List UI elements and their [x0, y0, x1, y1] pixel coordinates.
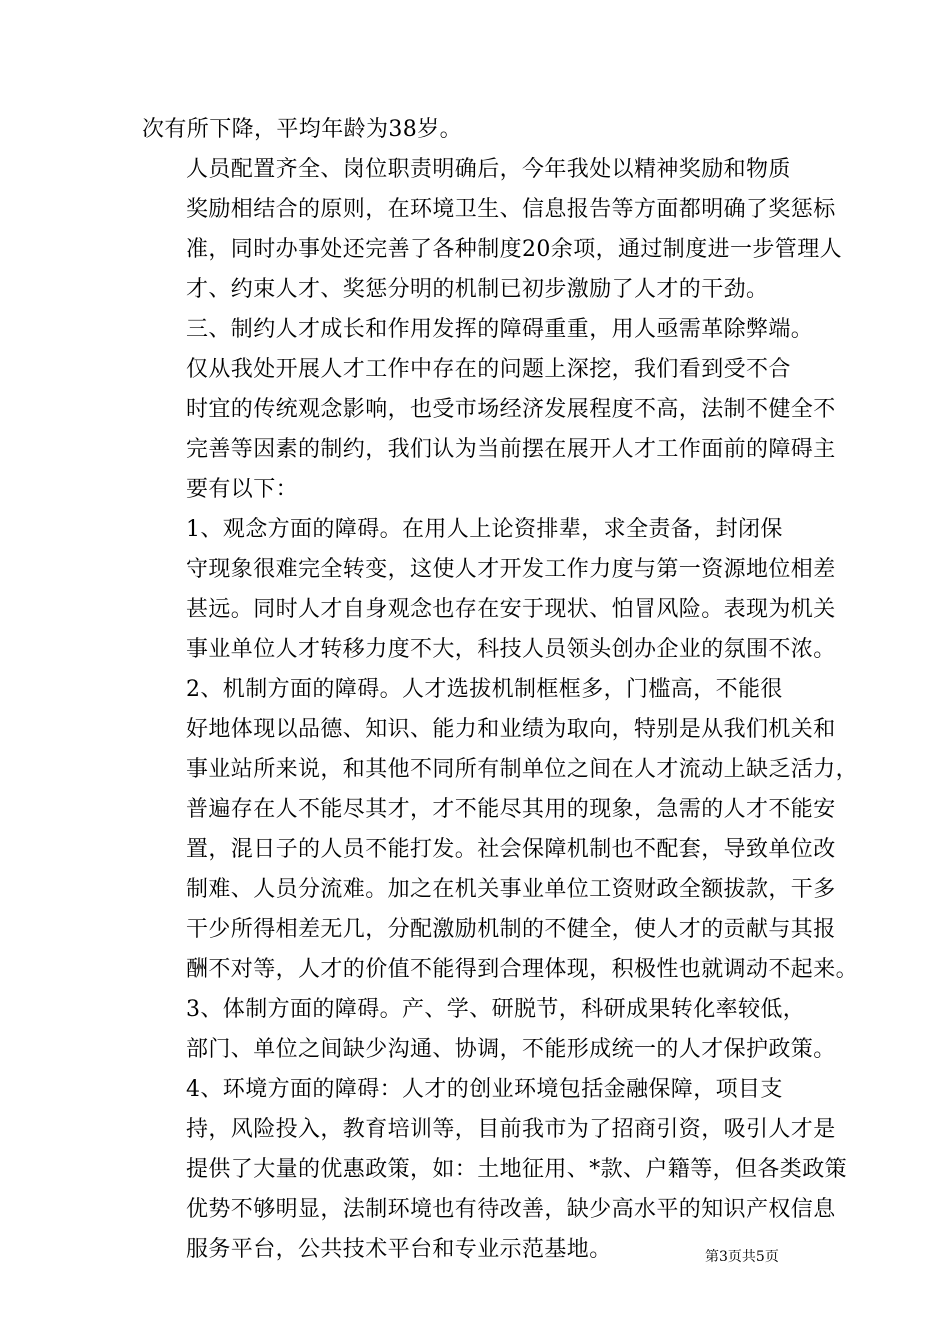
text-line: 三、制约人才成长和作用发挥的障碍重重，用人亟需革除弊端。 [186, 317, 814, 342]
paragraph [142, 310, 812, 350]
text-line: 3、体制方面的障碍。产、学、研脱节，科研成果转化率较低， [186, 997, 806, 1022]
paragraph [142, 350, 836, 510]
text-line: 部门、单位之间缺少沟通、协调，不能形成统一的人才保护政策。 [186, 1037, 836, 1062]
page-number: 第3页共5页 [705, 1249, 779, 1265]
text-line: 人员配置齐全、岗位职责明确后，今年我处以精神奖励和物质 [186, 157, 791, 182]
text-line: 次有所下降，平均年龄为38岁。 [142, 117, 462, 142]
paragraph [142, 990, 836, 1070]
text-line: 置，混日子的人员不能打发。社会保障机制也不配套，导致单位改 [186, 837, 836, 862]
text-line: 完善等因素的制约，我们认为当前摆在展开人才工作面前的障碍主 [186, 437, 836, 462]
paragraph [142, 510, 836, 670]
text-line: 守现象很难完全转变，这使人才开发工作力度与第一资源地位相差 [186, 557, 836, 582]
text-line: 事业站所来说，和其他不同所有制单位之间在人才流动上缺乏活力， [186, 757, 859, 782]
text-line: 干少所得相差无几，分配激励机制的不健全，使人才的贡献与其报 [186, 917, 836, 942]
text-line: 好地体现以品德、知识、能力和业绩为取向，特别是从我们机关和 [186, 717, 836, 742]
text-line: 优势不够明显，法制环境也有待改善，缺少高水平的知识产权信息 [186, 1197, 836, 1222]
text-line: 时宜的传统观念影响，也受市场经济发展程度不高，法制不健全不 [186, 397, 836, 422]
text-line: 4、环境方面的障碍：人才的创业环境包括金融保障，项目支 [186, 1077, 783, 1102]
text-line: 要有以下： [186, 477, 299, 502]
text-line: 奖励相结合的原则，在环境卫生、信息报告等方面都明确了奖惩标 [186, 197, 836, 222]
text-line: 普遍存在人不能尽其才，才不能尽其用的现象，急需的人才不能安 [186, 797, 836, 822]
paragraph [142, 1070, 848, 1270]
text-line: 提供了大量的优惠政策，如：土地征用、*款、户籍等，但各类政策 [186, 1157, 848, 1182]
text-line: 1、观念方面的障碍。在用人上论资排辈，求全责备，封闭保 [186, 517, 783, 542]
text-line: 服务平台，公共技术平台和专业示范基地。 [186, 1237, 612, 1262]
text-line: 持，风险投入，教育培训等，目前我市为了招商引资，吸引人才是 [186, 1117, 836, 1142]
paragraph [142, 110, 812, 150]
text-line: 甚远。同时人才自身观念也存在安于现状、怕冒风险。表现为机关 [186, 597, 836, 622]
text-line: 仅从我处开展人才工作中存在的问题上深挖，我们看到受不合 [186, 357, 791, 382]
paragraph [142, 670, 859, 990]
text-line: 才、约束人才、奖惩分明的机制已初步激励了人才的干劲。 [186, 277, 769, 302]
paragraph [142, 150, 842, 310]
document-body [142, 110, 859, 1270]
text-line: 制难、人员分流难。加之在机关事业单位工资财政全额拔款，干多 [186, 877, 836, 902]
text-line: 酬不对等，人才的价值不能得到合理体现，积极性也就调动不起来。 [186, 957, 859, 982]
text-line: 准，同时办事处还完善了各种制度20余项，通过制度进一步管理人 [186, 237, 842, 262]
text-line: 2、机制方面的障碍。人才选拔机制框框多，门槛高，不能很 [186, 677, 783, 702]
text-line: 事业单位人才转移力度不大，科技人员领头创办企业的氛围不浓。 [186, 637, 836, 662]
